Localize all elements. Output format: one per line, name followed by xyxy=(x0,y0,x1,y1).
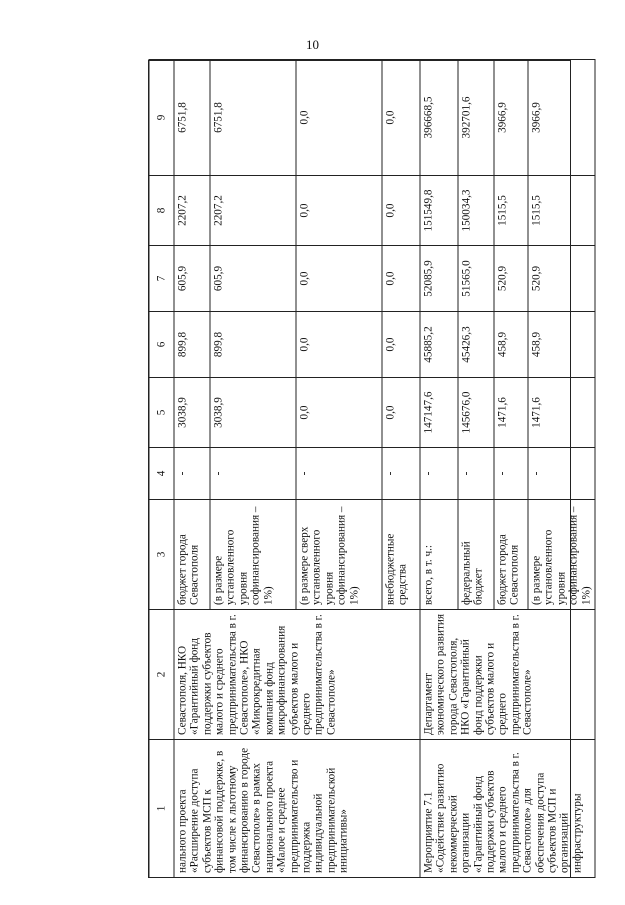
value-cell: 3038,9 xyxy=(174,378,210,448)
value-cell: - xyxy=(494,448,528,500)
col-header: 8 xyxy=(149,176,174,246)
value-cell: 520,9 xyxy=(494,246,528,312)
value-cell: 51565,0 xyxy=(458,246,494,312)
value-cell: 396668,5 xyxy=(420,60,458,176)
value-cell: - xyxy=(210,448,296,500)
responsible-organizations: Департамент экономического развития города Севастополя, НКО «Гарантийный фонд поддержки субъектов малого и среднего предпринимательства в г. Севастополе» xyxy=(420,610,595,740)
value-cell: 2207,2 xyxy=(210,176,296,246)
measure-description: Мероприятие 7.1 «Содействие развитию некоммерческой организации «Гарантийный фонд поддержки субъектов малого и среднего предпринимательства в г. Севастополе» для обеспечения доступа субъектов МСП и организаций инфраструктуры xyxy=(420,740,595,878)
value-cell: 1471,6 xyxy=(528,378,595,448)
value-cell: 150034,3 xyxy=(458,176,494,246)
value-cell: 6751,8 xyxy=(174,60,210,176)
value-cell: - xyxy=(174,448,210,500)
value-cell: - xyxy=(420,448,458,500)
responsible-organizations: Севастополя, НКО «Гарантийный фонд поддержки субъектов малого и среднего предпринимательства в г. Севастополе», НКО «Микрокредитная компания фонд микрофинансирования субъектов малого и среднего предпринимательства в г. Севастополе» xyxy=(174,610,420,740)
value-cell: 0,0 xyxy=(382,60,420,176)
value-cell: 0,0 xyxy=(382,378,420,448)
value-cell: 1471,6 xyxy=(494,378,528,448)
col-header: 6 xyxy=(149,312,174,378)
value-cell: 605,9 xyxy=(210,246,296,312)
value-cell: 45885,2 xyxy=(420,312,458,378)
value-cell: 899,8 xyxy=(210,312,296,378)
col-header: 5 xyxy=(149,378,174,448)
value-cell: 6751,8 xyxy=(210,60,296,176)
header-row xyxy=(149,60,174,878)
value-cell: 3966,9 xyxy=(494,60,528,176)
value-cell: 2207,2 xyxy=(174,176,210,246)
value-cell: 899,8 xyxy=(174,312,210,378)
value-cell: 0,0 xyxy=(382,312,420,378)
value-cell: 3038,9 xyxy=(210,378,296,448)
value-cell: - xyxy=(528,448,595,500)
col-header: 1 xyxy=(149,740,174,878)
funding-source: федеральный бюджет xyxy=(458,500,494,610)
rotated-financing-table xyxy=(149,60,593,878)
value-cell: 458,9 xyxy=(528,312,595,378)
funding-source: (в размере установленного уровня софинансирования – 1%) xyxy=(528,500,595,610)
col-header: 2 xyxy=(149,610,174,740)
value-cell: 3966,9 xyxy=(528,60,595,176)
funding-source: внебюджетные средства xyxy=(382,500,420,610)
value-cell: 151549,8 xyxy=(420,176,458,246)
page-number: 10 xyxy=(306,37,319,52)
funding-source: (в размере сверх установленного уровня софинансирования – 1%) xyxy=(296,500,382,610)
funding-source: всего, в т. ч.: xyxy=(420,500,458,610)
col-header: 4 xyxy=(149,448,174,500)
value-cell: 0,0 xyxy=(296,60,382,176)
value-cell: 0,0 xyxy=(382,246,420,312)
value-cell: 605,9 xyxy=(174,246,210,312)
value-cell: 147147,6 xyxy=(420,378,458,448)
value-cell: 458,9 xyxy=(494,312,528,378)
measure-description: нального проекта «Расширение доступа субъектов МСП к финансовой поддержке, в том числе к льготному финансированию в городе Севастополе» в рамках национального проекта «Малое и среднее предпринимательство и поддержка индивидуальной предпринимательской инициативы» xyxy=(174,740,420,878)
value-cell: 52085,9 xyxy=(420,246,458,312)
col-header: 9 xyxy=(149,60,174,176)
value-cell: 1515,5 xyxy=(494,176,528,246)
value-cell: 0,0 xyxy=(296,176,382,246)
table-row xyxy=(174,60,210,878)
value-cell: - xyxy=(296,448,382,500)
col-header: 7 xyxy=(149,246,174,312)
col-header: 3 xyxy=(149,500,174,610)
value-cell: 520,9 xyxy=(528,246,595,312)
value-cell: 0,0 xyxy=(382,176,420,246)
value-cell: 1515,5 xyxy=(528,176,595,246)
funding-source: бюджет города Севастополя xyxy=(494,500,528,610)
value-cell: 45426,3 xyxy=(458,312,494,378)
value-cell: 0,0 xyxy=(296,378,382,448)
value-cell: - xyxy=(382,448,420,500)
value-cell: - xyxy=(458,448,494,500)
table-row xyxy=(420,60,458,878)
value-cell: 0,0 xyxy=(296,246,382,312)
funding-source: (в размере установленного уровня софинансирования – 1%) xyxy=(210,500,296,610)
value-cell: 392701,6 xyxy=(458,60,494,176)
funding-source: бюджет города Севастополя xyxy=(174,500,210,610)
value-cell: 145676,0 xyxy=(458,378,494,448)
financing-table xyxy=(149,59,596,878)
value-cell: 0,0 xyxy=(296,312,382,378)
